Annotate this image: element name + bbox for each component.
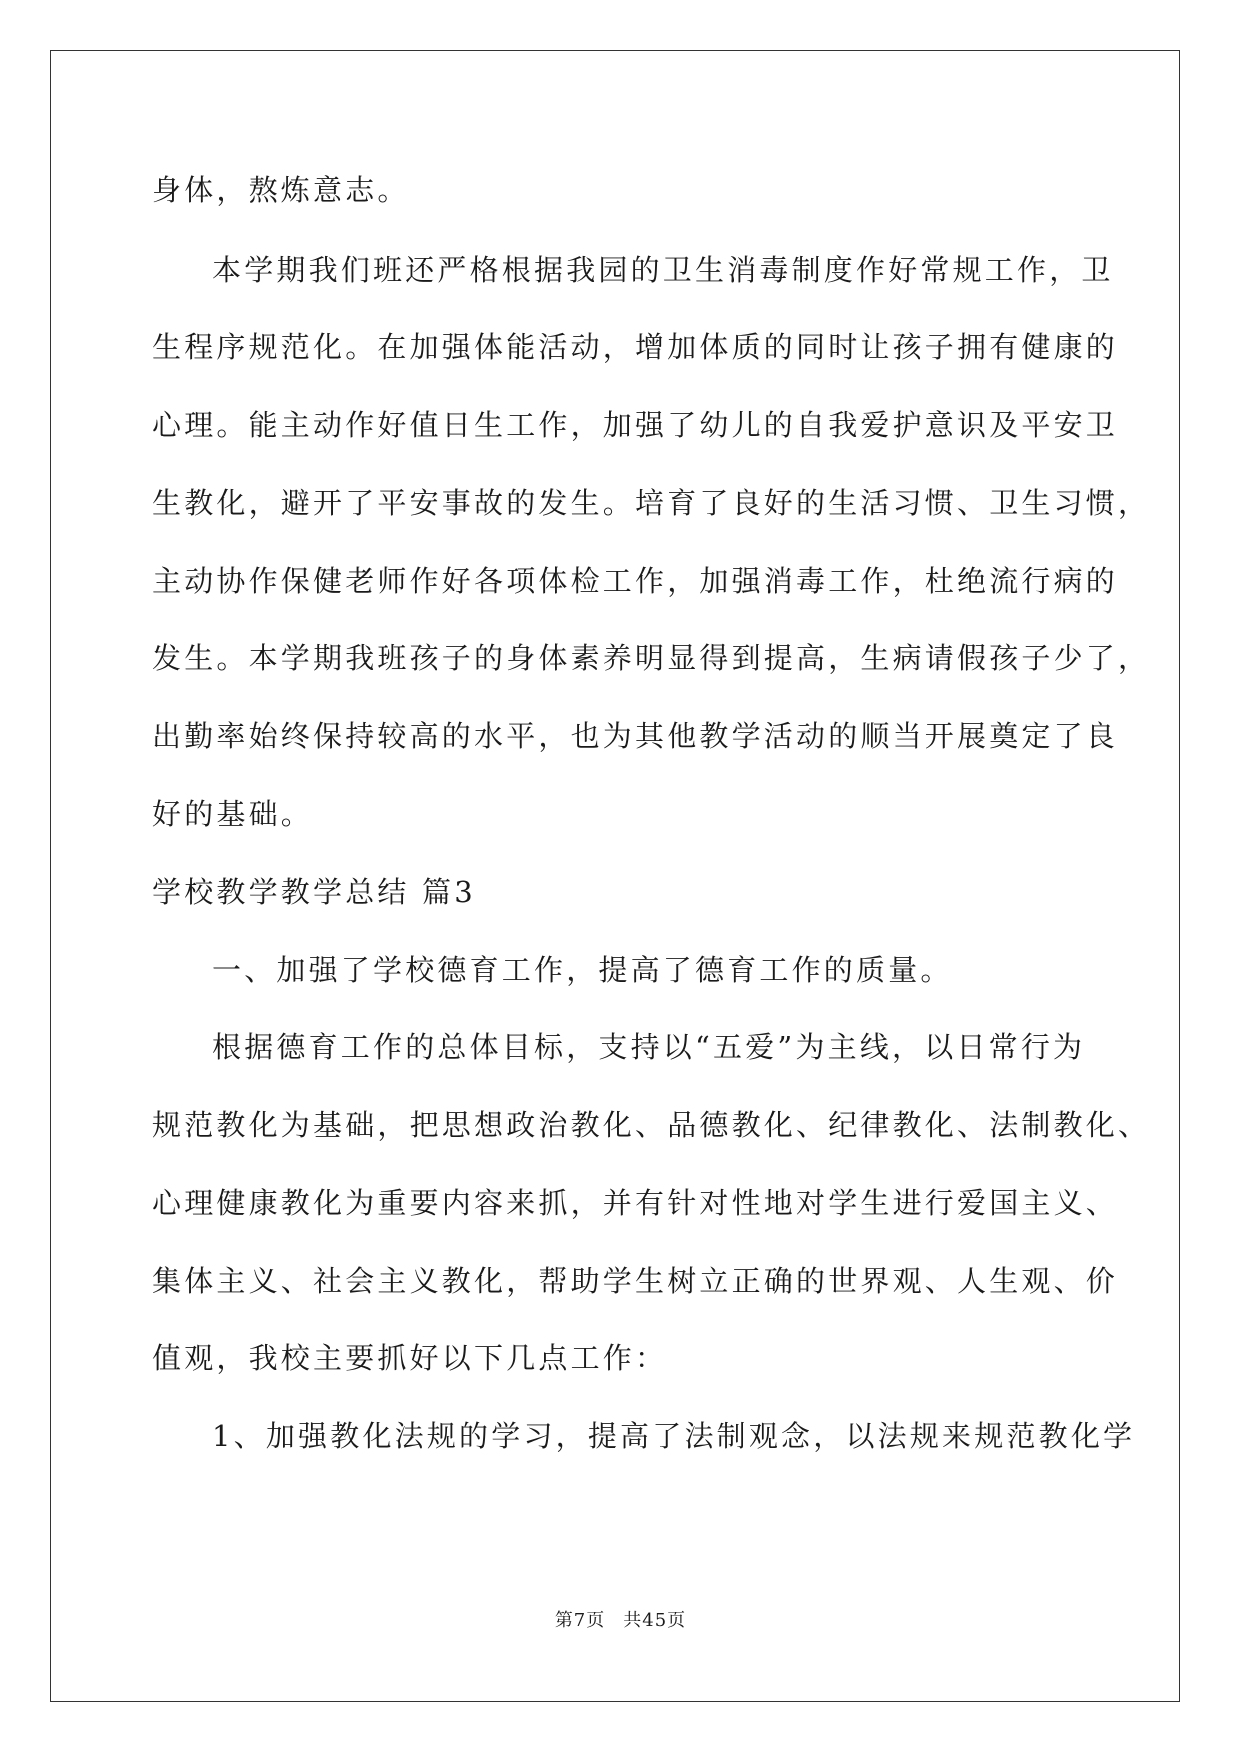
text-line-3: 生程序规范化。在加强体能活动，增加体质的同时让孩子拥有健康的 [152,330,1119,364]
text-line-15: 集体主义、社会主义教化，帮助学生树立正确的世界观、人生观、价 [152,1264,1119,1298]
text-line-2: 本学期我们班还严格根据我园的卫生消毒制度作好常规工作，卫 [212,253,1114,287]
text-line-11: 一、加强了学校德育工作，提高了德育工作的质量。 [212,953,953,987]
text-line-7: 发生。本学期我班孩子的身体素养明显得到提高，生病请假孩子少了， [152,641,1151,675]
text-line-12: 根据德育工作的总体目标，支持以“五爱”为主线，以日常行为 [212,1030,1086,1064]
text-line-13: 规范教化为基础，把思想政治教化、品德教化、纪律教化、法制教化、 [152,1108,1151,1142]
text-line-9: 好的基础。 [152,797,314,831]
page-number: 第7页 [554,1610,606,1631]
text-line-6: 主动协作保健老师作好各项体检工作，加强消毒工作，杜绝流行病的 [152,564,1119,598]
text-line-8: 出勤率始终保持较高的水平，也为其他教学活动的顺当开展奠定了良 [152,719,1119,753]
text-line-5: 生教化，避开了平安事故的发生。培育了良好的生活习惯、卫生习惯， [152,486,1151,520]
section-heading: 学校教学教学总结 篇3 [152,875,476,909]
text-line-1: 身体，熬炼意志。 [152,173,410,207]
text-line-16: 值观，我校主要抓好以下几点工作： [152,1341,668,1375]
text-line-14: 心理健康教化为重要内容来抓，并有针对性地对学生进行爱国主义、 [152,1186,1119,1220]
page-footer [0,1609,1241,1633]
text-line-17: 1、加强教化法规的学习，提高了法制观念，以法规来规范教化学 [212,1419,1136,1453]
page-total: 共45页 [623,1610,687,1631]
text-line-4: 心理。能主动作好值日生工作，加强了幼儿的自我爱护意识及平安卫 [152,408,1119,442]
